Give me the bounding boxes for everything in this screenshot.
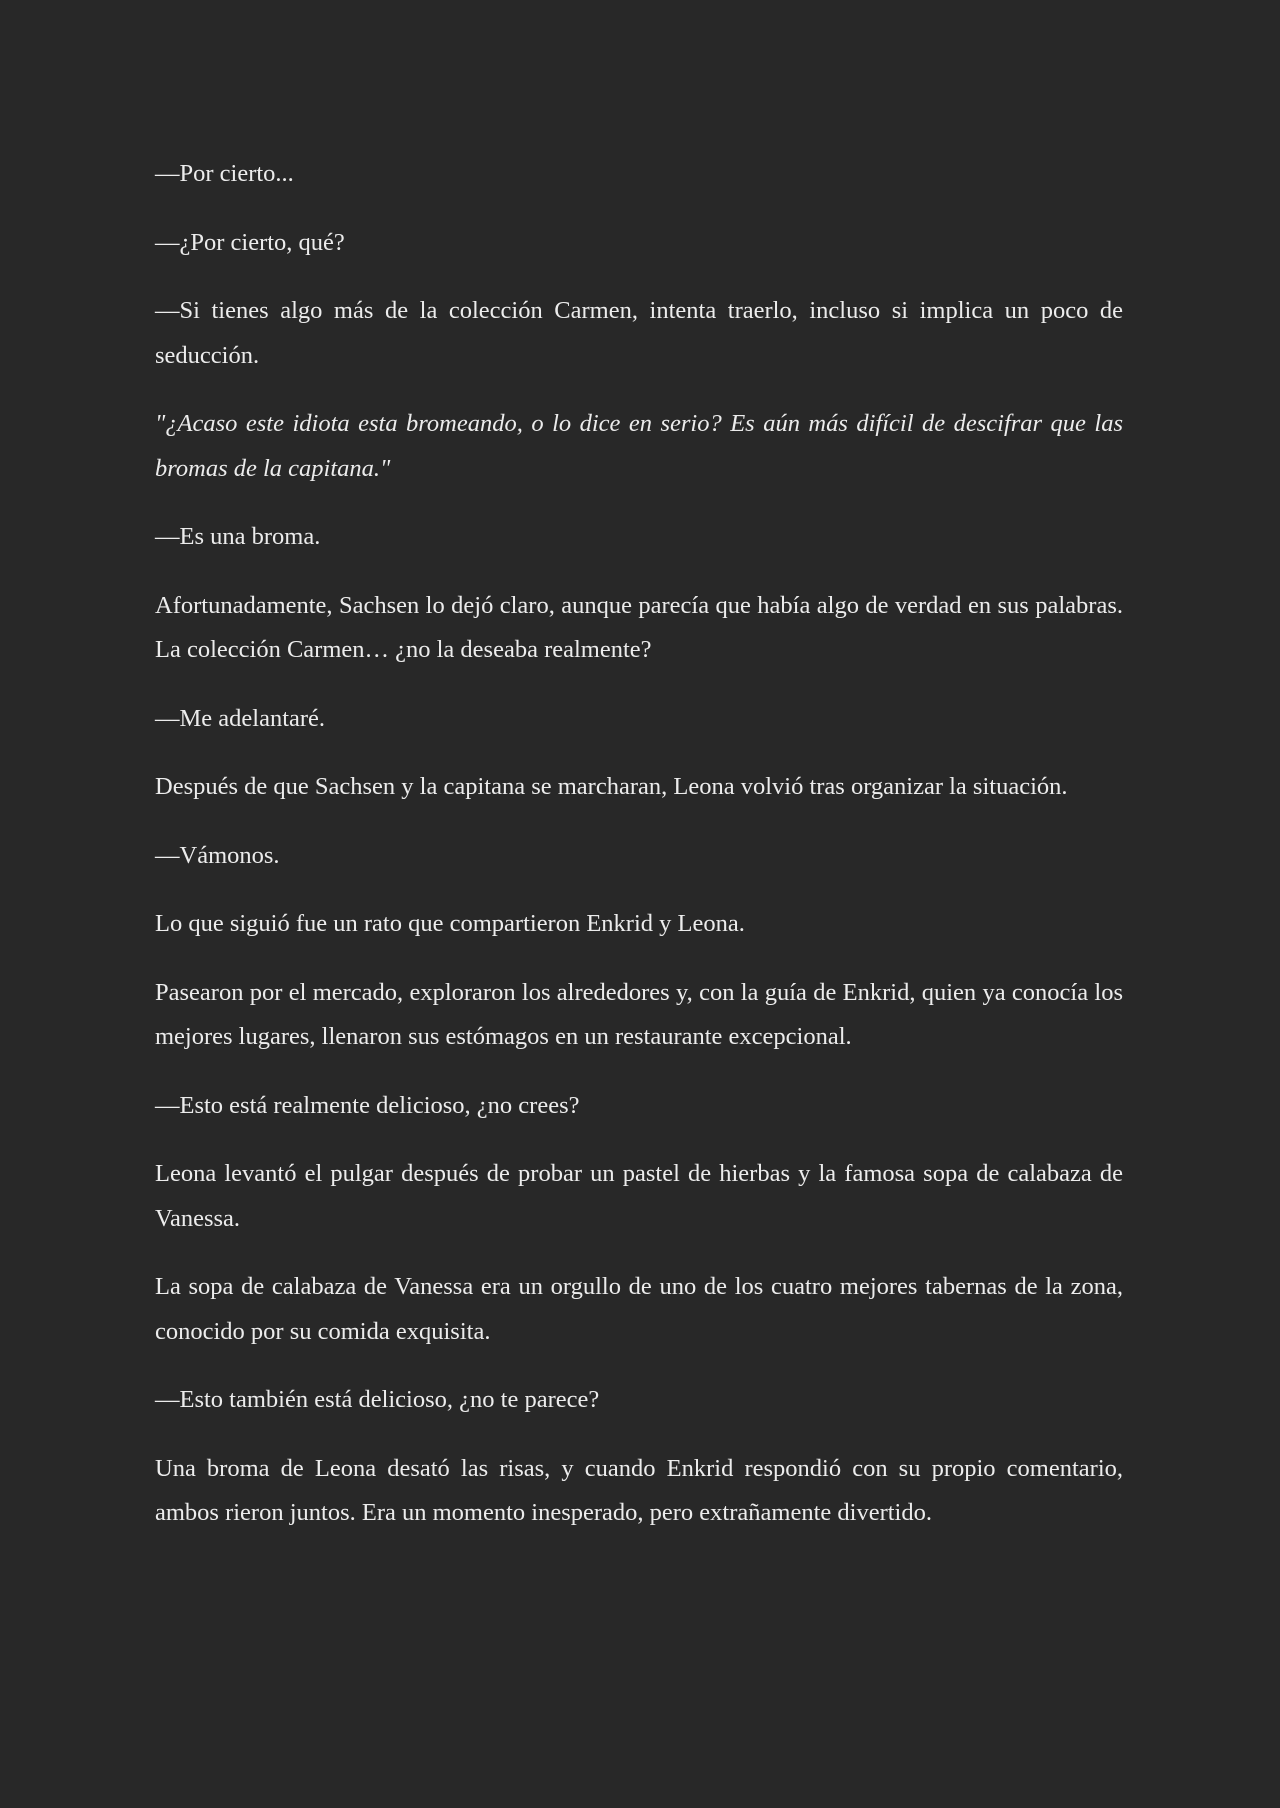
paragraph-dialogue: —Si tienes algo más de la colección Carmen, intenta traerlo, incluso si implica un poco de seducción. xyxy=(155,297,1123,369)
chapter-text xyxy=(155,152,1123,1560)
paragraph-dialogue: —Por cierto... xyxy=(155,160,294,187)
paragraph-narration: Leona levantó el pulgar después de probar un pastel de hierbas y la famosa sopa de calabaza de Vanessa. xyxy=(155,1160,1123,1232)
paragraph-dialogue: —Me adelantaré. xyxy=(155,704,326,732)
paragraph-thought: "¿Acaso este idiota esta bromeando, o lo dice en serio? Es aún más difícil de descifrar que las bromas de la capitana." xyxy=(155,410,1123,482)
paragraph-narration: La sopa de calabaza de Vanessa era un orgullo de uno de los cuatro mejores tabernas de la zona, conocido por su comida exquisita. xyxy=(155,1273,1123,1345)
paragraph-dialogue: —Esto también está delicioso, ¿no te parece? xyxy=(155,1386,600,1413)
paragraph-narration: Pasearon por el mercado, exploraron los alrededores y, con la guía de Enkrid, quien ya conocía los mejores lugares, llenaron sus estómagos en un restaurante excepcional. xyxy=(155,978,1123,1050)
paragraph-dialogue: —¿Por cierto, qué? xyxy=(155,228,345,256)
paragraph-narration: Afortunadamente, Sachsen lo dejó claro, aunque parecía que había algo de verdad en sus palabras. La colección Carmen… ¿no la deseaba realmente? xyxy=(155,591,1123,663)
paragraph-dialogue: —Es una broma. xyxy=(155,523,321,550)
paragraph-dialogue: —Vámonos. xyxy=(155,841,280,869)
paragraph-narration: Después de que Sachsen y la capitana se marcharan, Leona volvió tras organizar la situación. xyxy=(155,773,1068,800)
paragraph-narration: Una broma de Leona desató las risas, y cuando Enkrid respondió con su propio comentario, ambos rieron juntos. Era un momento inesperado, pero extrañamente divertido. xyxy=(155,1454,1123,1526)
paragraph-dialogue: —Esto está realmente delicioso, ¿no crees? xyxy=(155,1091,580,1119)
paragraph-narration: Lo que siguió fue un rato que compartieron Enkrid y Leona. xyxy=(155,910,745,937)
